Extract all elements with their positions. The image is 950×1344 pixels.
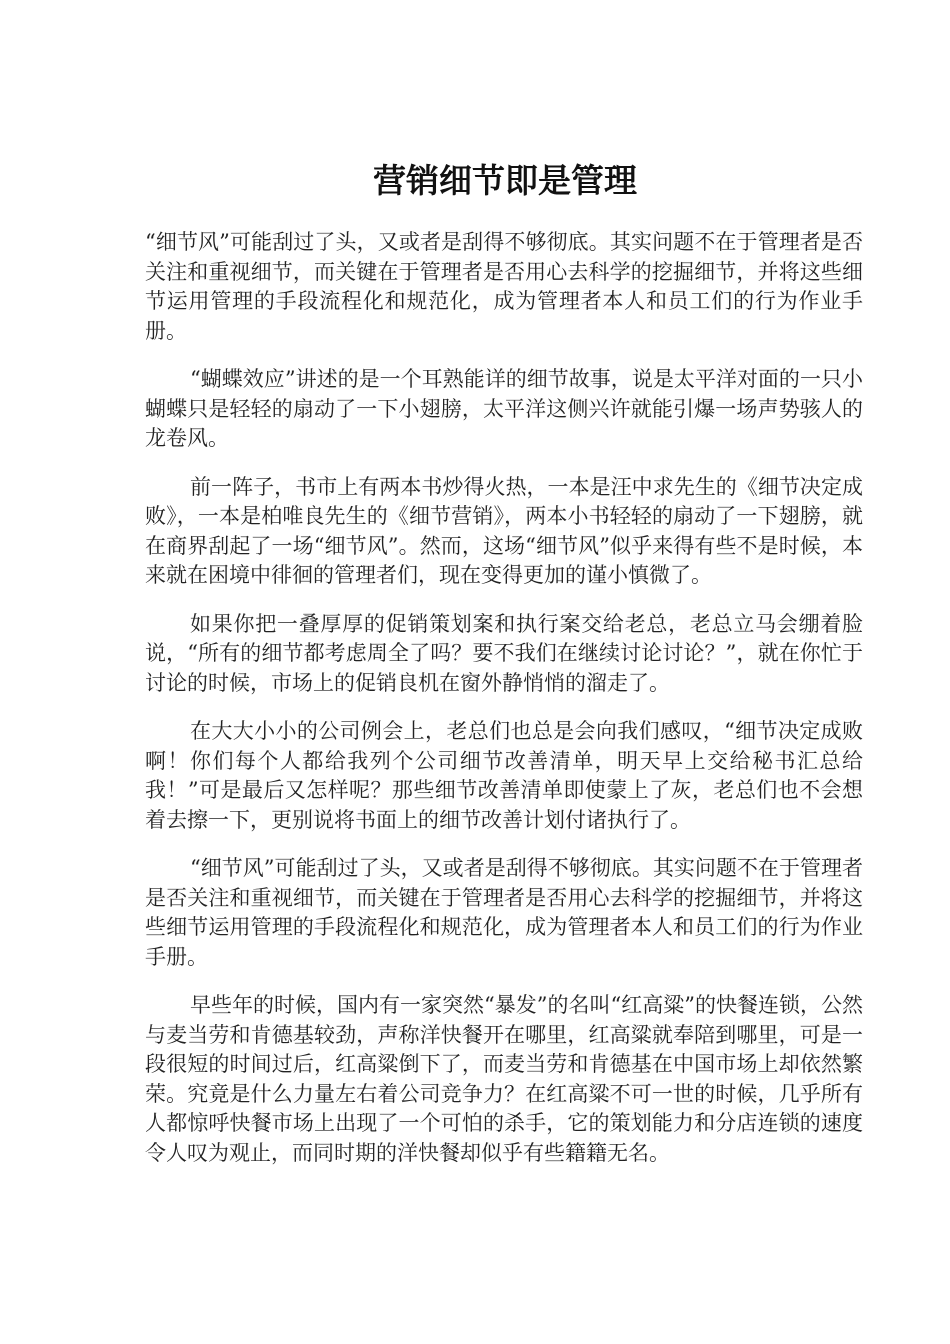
paragraph-5: 在大大小小的公司例会上，老总们也总是会向我们感叹，“细节决定成败啊！你们每个人都给我列个公司细节改善清单，明天早上交给秘书汇总给我！”可是最后又怎样呢？那些细节改善清单即使蒙上了灰，老总们也不会想着去擦一下，更别说将书面上的细节改善计划付诸执行了。 bbox=[145, 719, 863, 832]
paragraph-6: “细节风”可能刮过了头，又或者是刮得不够彻底。其实问题不在于管理者是否关注和重视细节，而关键在于管理者是否用心去科学的挖掘细节，并将这些细节运用管理的手段流程化和规范化，成为管理者本人和员工们的行为作业手册。 bbox=[145, 856, 863, 969]
paragraph-7: 早些年的时候，国内有一家突然“暴发”的名叫“红高粱”的快餐连锁，公然与麦当劳和肯德基较劲，声称洋快餐开在哪里，红高粱就奉陪到哪里，可是一段很短的时间过后，红高粱倒下了，而麦当劳和肯德基在中国市场上却依然繁荣。究竟是什么力量左右着公司竞争力？在红高粱不可一世的时候，几乎所有人都惊呼快餐市场上出现了一个可怕的杀手，它的策划能力和分店连锁的速度令人叹为观止，而同时期的洋快餐却似乎有些籍籍无名。 bbox=[145, 993, 863, 1165]
document-body bbox=[145, 228, 863, 1187]
paragraph-2: “蝴蝶效应”讲述的是一个耳熟能详的细节故事，说是太平洋对面的一只小蝴蝶只是轻轻的扇动了一下小翅膀，太平洋这侧兴许就能引爆一场声势骇人的龙卷风。 bbox=[145, 367, 863, 450]
paragraph-3: 前一阵子，书市上有两本书炒得火热，一本是汪中求先生的《细节决定成败》，一本是柏唯良先生的《细节营销》，两本小书轻轻的扇动了一下翅膀，就在商界刮起了一场“细节风”。然而，这场“细节风”似乎来得有些不是时候，本来就在困境中徘徊的管理者们，现在变得更加的谨小慎微了。 bbox=[145, 474, 863, 587]
paragraph-1: “细节风”可能刮过了头，又或者是刮得不够彻底。其实问题不在于管理者是否关注和重视细节，而关键在于管理者是否用心去科学的挖掘细节，并将这些细节运用管理的手段流程化和规范化，成为管理者本人和员工们的行为作业手册。 bbox=[145, 230, 863, 343]
paragraph-4: 如果你把一叠厚厚的促销策划案和执行案交给老总，老总立马会绷着脸说，“所有的细节都考虑周全了吗？要不我们在继续讨论讨论？”，就在你忙于讨论的时候，市场上的促销良机在窗外静悄悄的溜走了。 bbox=[145, 611, 863, 695]
document-title: 营销细节即是管理 bbox=[373, 161, 637, 200]
